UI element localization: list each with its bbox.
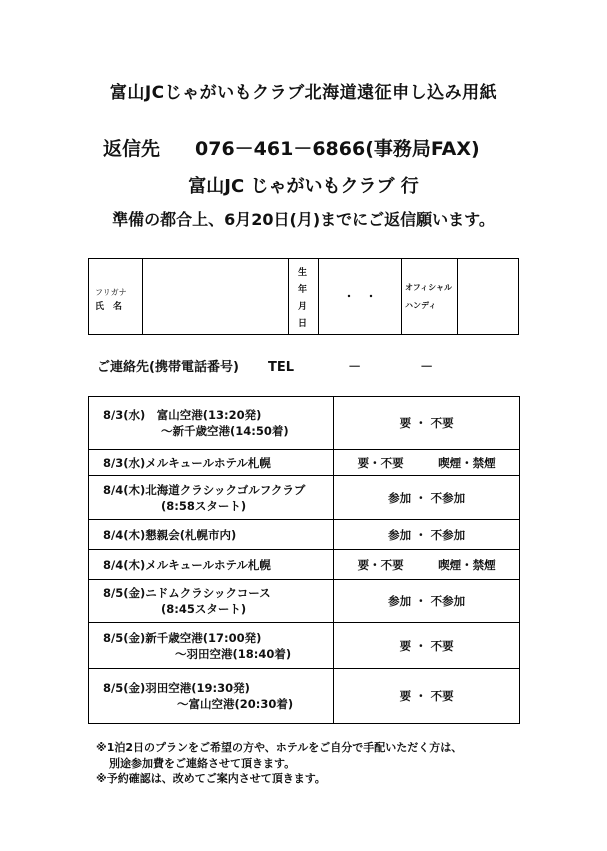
schedule-item xyxy=(89,623,334,669)
schedule-choice[interactable]: 要 ・ 不要 xyxy=(334,397,520,450)
note-1: ※1泊2日のプランをご希望の方や、ホテルをご自分で手配いただく方は、 xyxy=(96,741,463,754)
schedule-item xyxy=(89,580,334,623)
item-line-2: ～新千歳空港(14:50着) xyxy=(161,424,289,438)
table-row xyxy=(89,623,520,669)
schedule-item xyxy=(89,669,334,724)
tel-dash-1: － xyxy=(348,360,362,375)
table-row xyxy=(89,476,520,520)
table-row xyxy=(89,580,520,623)
item-line-1: 8/4(木)懇親会(札幌市内) xyxy=(103,527,237,542)
item-line-2: ～羽田空港(18:40着) xyxy=(175,646,292,661)
birthdate-separators: ・ ・ xyxy=(343,290,377,303)
reply-destination xyxy=(103,134,480,161)
contact-label: ご連絡先(携帯電話番号) xyxy=(97,360,239,375)
schedule-item xyxy=(89,450,334,476)
name-label: 氏 名 xyxy=(95,302,123,312)
birth-char-2: 年 xyxy=(298,285,308,295)
contact-row xyxy=(97,356,433,375)
birth-char-4: 日 xyxy=(298,319,308,329)
item-line-1: 8/3(水) 富山空港(13:20発) xyxy=(103,408,262,422)
tel-label: TEL xyxy=(267,360,294,375)
item-line-2: ～富山空港(20:30着) xyxy=(177,697,294,711)
name-label-cell xyxy=(89,259,143,334)
schedule-choice[interactable]: 要 ・ 不要 xyxy=(334,669,520,724)
schedule-item xyxy=(89,550,334,580)
table-row xyxy=(89,450,520,476)
table-row xyxy=(89,550,520,580)
birth-char-3: 月 xyxy=(298,302,308,312)
handicap-label-2: ハンディ xyxy=(405,301,437,310)
birthdate-input-cell[interactable] xyxy=(319,259,402,334)
recipient: 富山JC じゃがいもクラブ 行 xyxy=(188,176,419,197)
handicap-label-cell xyxy=(402,259,458,334)
birth-char-1: 生 xyxy=(298,268,308,278)
schedule-choice[interactable]: 参加 ・ 不参加 xyxy=(334,580,520,623)
table-row xyxy=(89,520,520,550)
birthdate-label-cell xyxy=(289,259,319,334)
deadline-notice: 準備の都合上、6月20日(月)までにご返信願います。 xyxy=(112,210,495,229)
item-line-1: 8/3(水)メルキュールホテル札幌 xyxy=(103,455,271,470)
schedule-choice[interactable]: 要・不要 喫煙・禁煙 xyxy=(334,450,520,476)
item-line-2: (8:58スタート) xyxy=(161,498,247,513)
item-line-2: (8:45スタート) xyxy=(161,602,247,616)
schedule-choice[interactable]: 参加 ・ 不参加 xyxy=(334,520,520,550)
form-title: 富山JCじゃがいもクラブ北海道遠征申し込み用紙 xyxy=(109,83,498,103)
item-line-1: 8/4(木)北海道クラシックゴルフクラブ xyxy=(103,482,306,497)
schedule-choice[interactable]: 要 ・ 不要 xyxy=(334,623,520,669)
furigana-label: フリガナ xyxy=(95,288,127,297)
schedule-choice[interactable]: 参加 ・ 不参加 xyxy=(334,476,520,520)
applicant-table xyxy=(88,258,519,335)
name-input-cell[interactable] xyxy=(143,259,289,334)
item-line-1: 8/5(金)新千歳空港(17:00発) xyxy=(103,630,262,645)
note-1-continued: 別途参加費をご連絡させて頂きます。 xyxy=(109,756,296,770)
schedule-item xyxy=(89,397,334,450)
handicap-label-1: オフィシャル xyxy=(405,283,452,292)
item-line-1: 8/4(木)メルキュールホテル札幌 xyxy=(103,557,271,572)
fax-number: 076－461－6866(事務局FAX) xyxy=(195,138,480,160)
schedule-choice[interactable]: 要・不要 喫煙・禁煙 xyxy=(334,550,520,580)
item-line-1: 8/5(金)ニドムクラシックコース xyxy=(103,586,271,600)
handicap-input-cell[interactable] xyxy=(458,259,518,334)
notes xyxy=(96,740,462,787)
tel-dash-2: － xyxy=(420,360,434,375)
table-row xyxy=(89,397,520,450)
table-row xyxy=(89,669,520,724)
schedule-item xyxy=(89,520,334,550)
schedule-item xyxy=(89,476,334,520)
schedule-table xyxy=(88,396,520,724)
item-line-1: 8/5(金)羽田空港(19:30発) xyxy=(103,681,250,695)
reply-label: 返信先 xyxy=(103,138,161,160)
note-2: ※予約確認は、改めてご案内させて頂きます。 xyxy=(96,772,326,785)
